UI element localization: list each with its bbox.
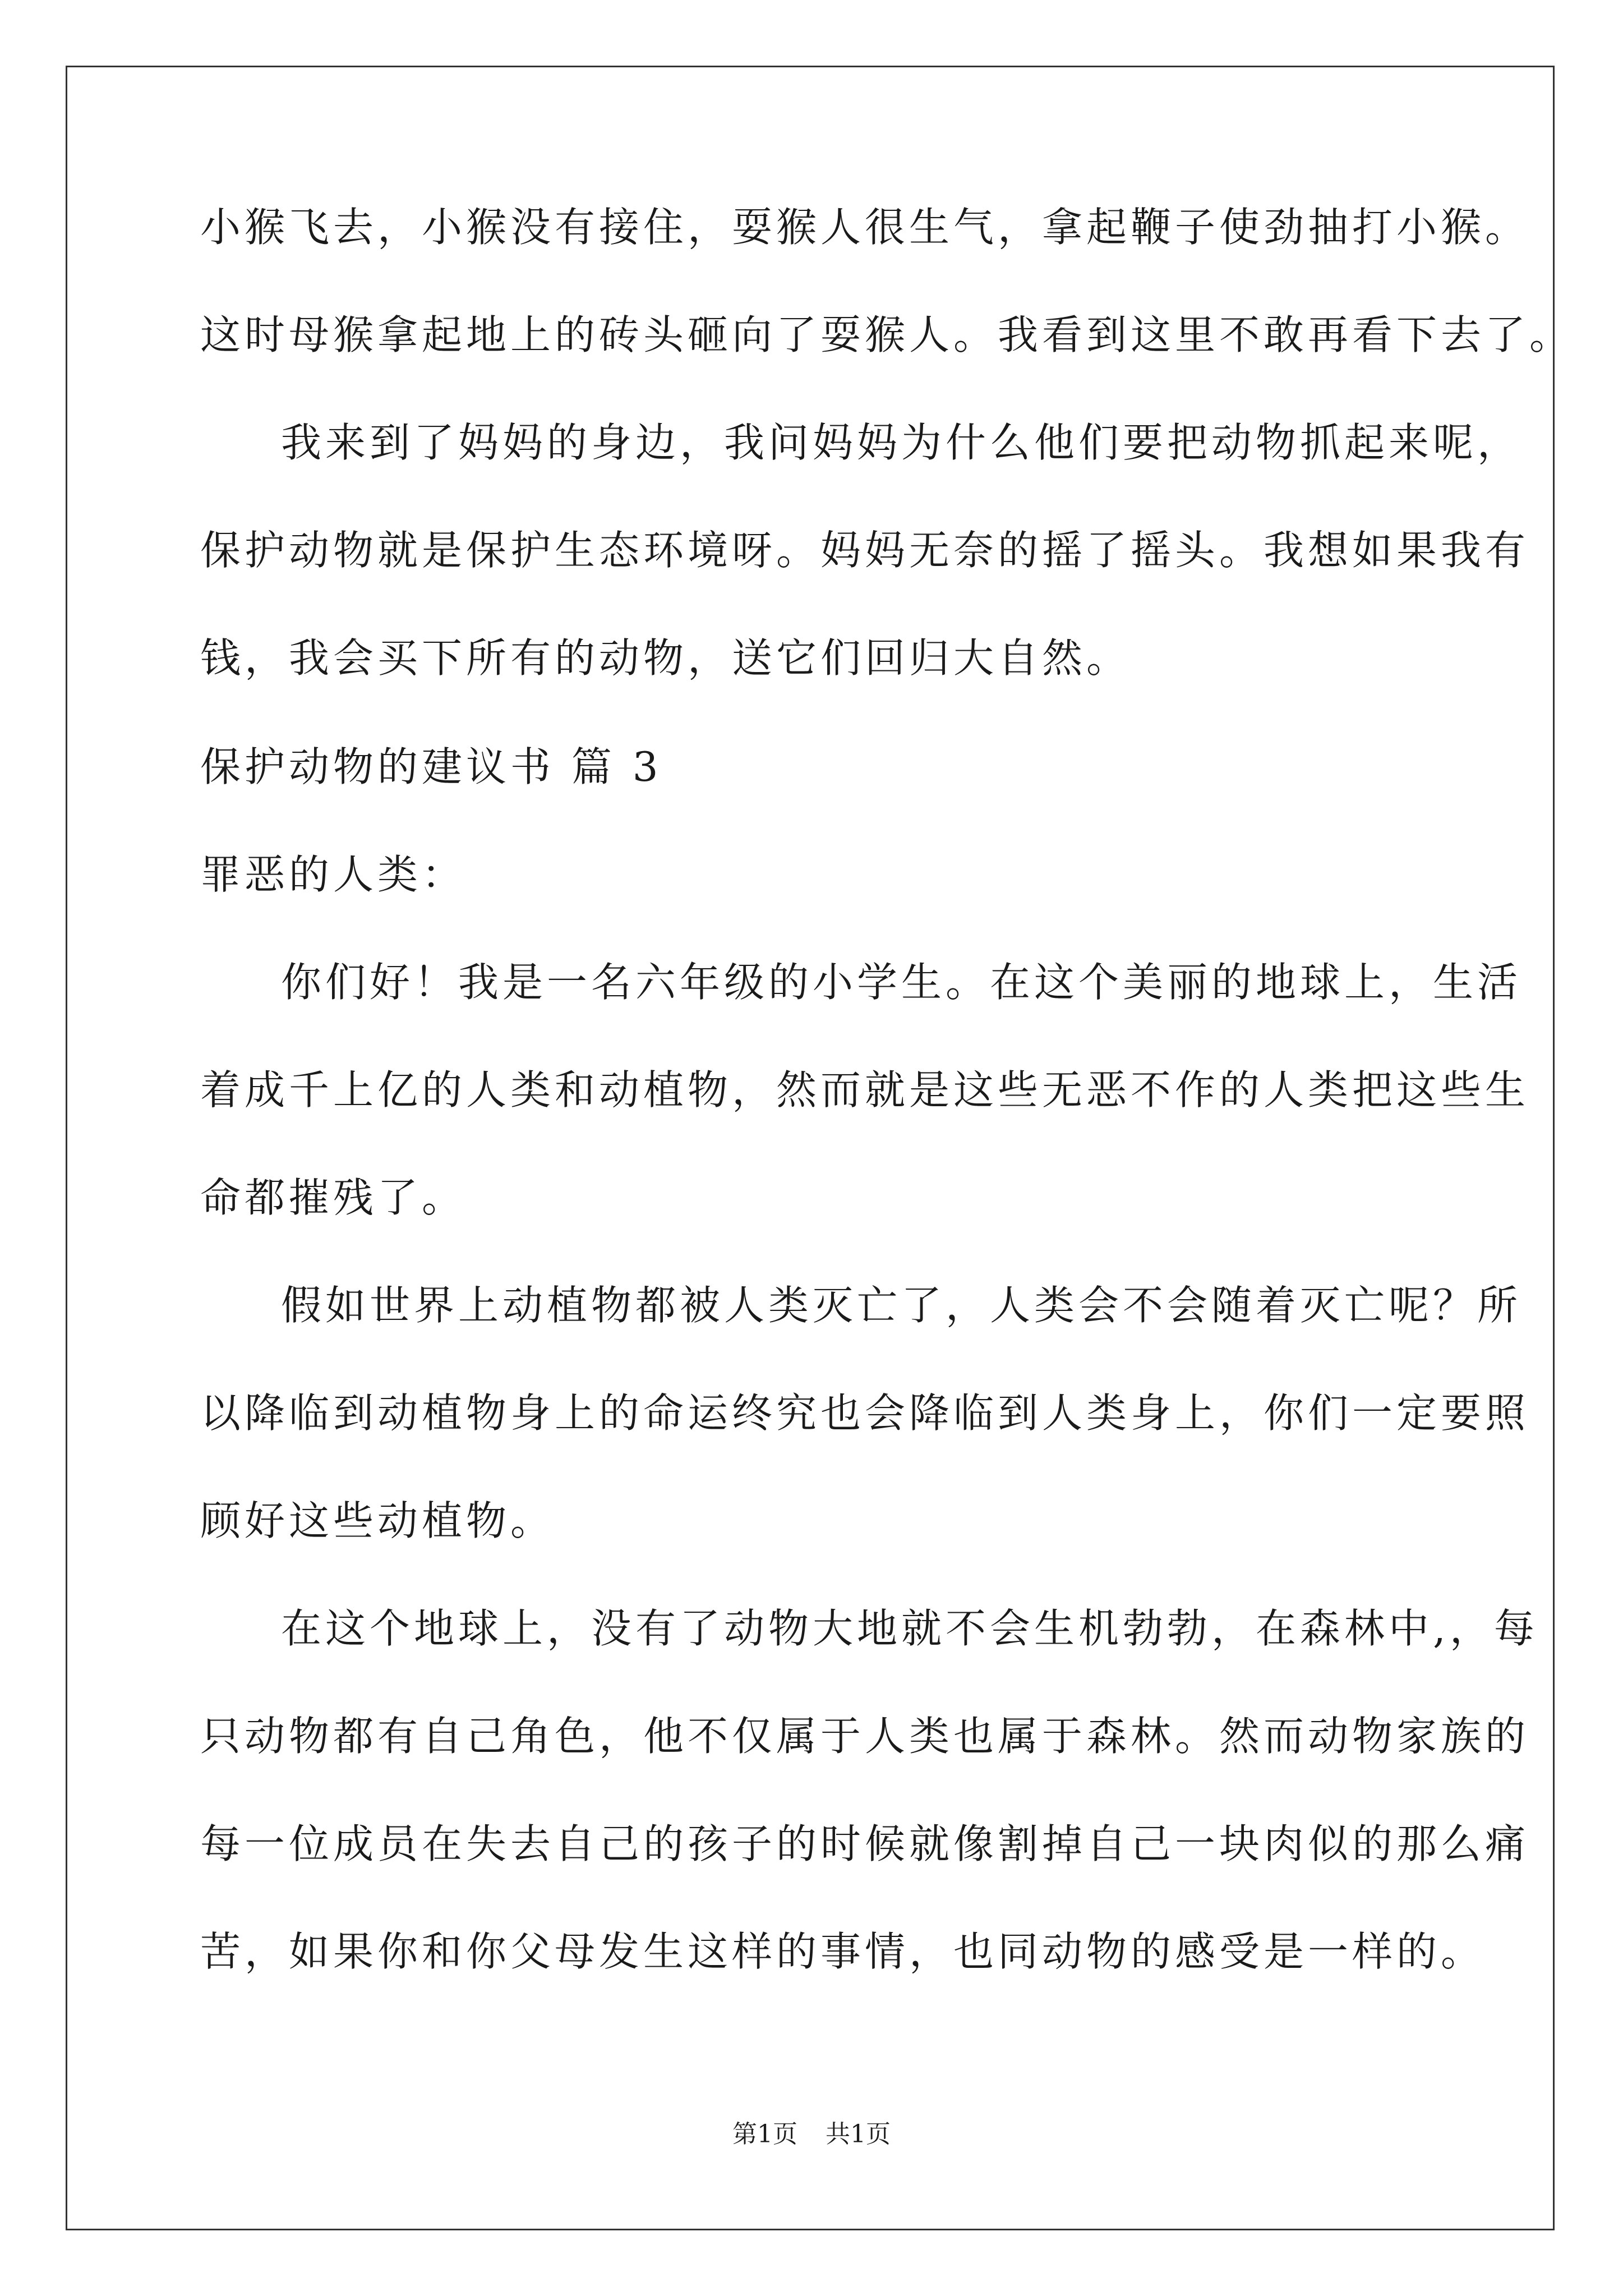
text-line: 只动物都有自己角色，他不仅属于人类也属于森林。然而动物家族的 xyxy=(200,1713,1530,1760)
text-line: 以降临到动植物身上的命运终究也会降临到人类身上，你们一定要照 xyxy=(200,1389,1530,1437)
text-line: 顾好这些动植物。 xyxy=(200,1497,555,1544)
text-line: 小猴飞去，小猴没有接住，耍猴人很生气，拿起鞭子使劲抽打小猴。 xyxy=(200,204,1530,251)
paragraph-start: 假如世界上动植物都被人类灭亡了，人类会不会随着灭亡呢？所 xyxy=(281,1282,1522,1329)
text-line: 这时母猴拿起地上的砖头砸向了耍猴人。我看到这里不敢再看下去了。 xyxy=(200,311,1574,358)
paragraph-start: 我来到了妈妈的身边，我问妈妈为什么他们要把动物抓起来呢， xyxy=(281,419,1522,466)
page-border xyxy=(66,66,1555,2230)
page-number: 第1页 xyxy=(732,2120,797,2148)
text-line: 命都摧残了。 xyxy=(200,1174,467,1221)
text-line: 钱，我会买下所有的动物，送它们回归大自然。 xyxy=(200,634,1131,682)
text-line: 着成千上亿的人类和动植物，然而就是这些无恶不作的人类把这些生 xyxy=(200,1066,1530,1114)
text-line: 保护动物就是保护生态环境呀。妈妈无奈的摇了摇头。我想如果我有 xyxy=(200,527,1530,574)
salutation: 罪恶的人类： xyxy=(200,851,467,898)
text-line: 每一位成员在失去自己的孩子的时候就像割掉自己一块肉似的那么痛 xyxy=(200,1820,1530,1867)
section-heading: 保护动物的建议书 篇 3 xyxy=(200,743,662,790)
text-line: 苦，如果你和你父母发生这样的事情，也同动物的感受是一样的。 xyxy=(200,1928,1486,1975)
page-footer xyxy=(0,2118,1623,2151)
page-count: 共1页 xyxy=(826,2120,891,2148)
paragraph-start: 你们好！我是一名六年级的小学生。在这个美丽的地球上，生活 xyxy=(281,959,1522,1006)
paragraph-start: 在这个地球上，没有了动物大地就不会生机勃勃，在森林中,，每 xyxy=(281,1605,1538,1652)
